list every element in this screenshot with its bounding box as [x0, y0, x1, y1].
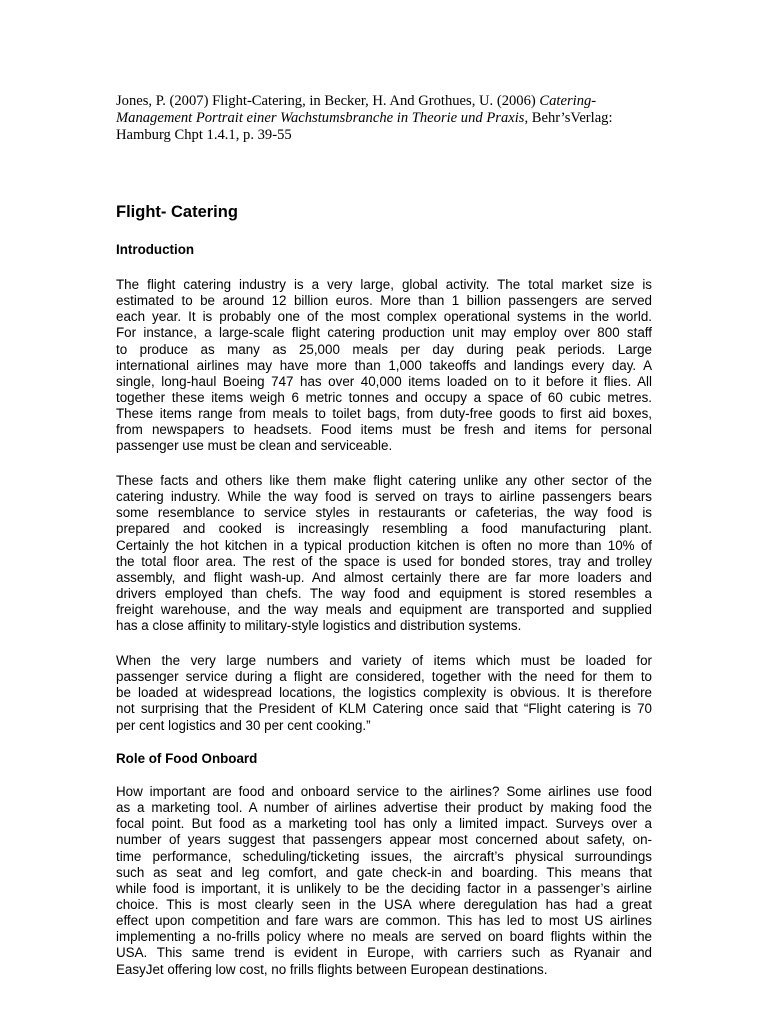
paragraph-intro-1 [116, 277, 652, 455]
text-line: international airlines may have more than 1,000 takeoffs and landings every day. A [116, 357, 652, 373]
text-line: implementing a no-frills policy where no meals are served on board flights within the [116, 929, 652, 945]
section-heading-introduction: Introduction [116, 242, 195, 257]
text-line: Certainly the hot kitchen in a typical production kitchen is often no more than 10% of [116, 537, 652, 553]
paragraph-intro-3 [116, 653, 652, 734]
paragraph-intro-2 [116, 473, 652, 634]
text-line: together these items weigh 6 metric tonnes and occupy a space of 60 cubic metres. [116, 389, 652, 405]
text-line: passenger use must be clean and serviceable. [116, 438, 393, 454]
citation-book-title-part2: Management Portrait einer Wachstumsbranche in Theorie und Praxis [116, 110, 525, 126]
text-line: estimated to be around 12 billion euros. More than 1 billion passengers are served [116, 293, 652, 309]
citation-authors: Jones, P. (2007) Flight-Catering, in Becker, H. And Grothues, U. (2006) [116, 93, 540, 109]
text-line: while food is important, it is unlikely to be the deciding factor in a passenger’s airline [116, 880, 652, 896]
text-line: EasyJet offering low cost, no frills flights between European destinations. [116, 961, 548, 977]
text-line: the total floor area. The rest of the space is used for bonded stores, tray and trolley [116, 553, 652, 569]
text-line: passenger service during a flight are considered, together with the need for them to [116, 669, 652, 685]
text-line: from newspapers to headsets. Food items must be fresh and items for personal [116, 422, 652, 438]
text-line: When the very large numbers and variety of items which must be loaded for [116, 653, 652, 668]
text-line: For instance, a large-scale flight catering production unit may employ over 800 staff [116, 325, 652, 341]
text-line: some resemblance to service styles in restaurants or cafeterias, the way food is [116, 505, 652, 521]
text-line: catering industry. While the way food is served on trays to airline passengers bears [116, 489, 652, 505]
section-heading-role-of-food: Role of Food Onboard [116, 751, 258, 766]
text-line: effect upon competition and fare wars are common. This has led to most US airlines [116, 913, 652, 929]
paragraph-role-1 [116, 784, 652, 978]
text-line: These facts and others like them make flight catering unlike any other sector of the [116, 473, 652, 488]
text-line: How important are food and onboard service to the airlines? Some airlines use food [116, 784, 652, 799]
text-line: choice. This is most clearly seen in the USA where deregulation has had a great [116, 896, 652, 912]
text-line: to produce as many as 25,000 meals per day during peak periods. Large [116, 341, 652, 357]
text-line: each year. It is probably one of the most complex operational systems in the world. [116, 309, 652, 325]
citation-book-title-part1: Catering- [539, 93, 597, 109]
text-line: USA. This same trend is evident in Europe, with carriers such as Ryanair and [116, 945, 652, 961]
text-line: not surprising that the President of KLM Catering once said that “Flight catering is 70 [116, 701, 652, 717]
citation [116, 93, 652, 144]
document-title: Flight- Catering [116, 203, 238, 221]
text-line: per cent logistics and 30 per cent cooking.” [116, 717, 371, 733]
citation-publisher: , Behr’sVerlag: [524, 110, 613, 126]
text-line: single, long-haul Boeing 747 has over 40,000 items loaded on to it before it flies. All [116, 373, 652, 389]
text-line: has a close affinity to military-style logistics and distribution systems. [116, 618, 522, 634]
text-line: These items range from meals to toilet bags, from duty-free goods to first aid boxes, [116, 406, 652, 422]
text-line: be loaded at widespread locations, the logistics complexity is obvious. It is therefore [116, 685, 652, 701]
text-line: as a marketing tool. A number of airlines advertise their product by making food the [116, 800, 652, 816]
citation-pages: Hamburg Chpt 1.4.1, p. 39-55 [116, 127, 292, 143]
text-line: number of years suggest that passengers appear most concerned about safety, on- [116, 832, 652, 848]
text-line: drivers employed than chefs. The way food and equipment is stored resembles a [116, 585, 652, 601]
text-line: such as seat and leg comfort, and gate check-in and boarding. This means that [116, 864, 652, 880]
text-line: focal point. But food as a marketing tool has only a limited impact. Surveys over a [116, 816, 652, 832]
text-line: The flight catering industry is a very large, global activity. The total market size is [116, 277, 652, 292]
text-line: time performance, scheduling/ticketing issues, the aircraft’s physical surroundings [116, 848, 652, 864]
text-line: prepared and cooked is increasingly resembling a food manufacturing plant. [116, 521, 652, 537]
text-line: freight warehouse, and the way meals and equipment are transported and supplied [116, 602, 652, 618]
text-line: assembly, and flight wash-up. And almost certainly there are far more loaders and [116, 569, 652, 585]
